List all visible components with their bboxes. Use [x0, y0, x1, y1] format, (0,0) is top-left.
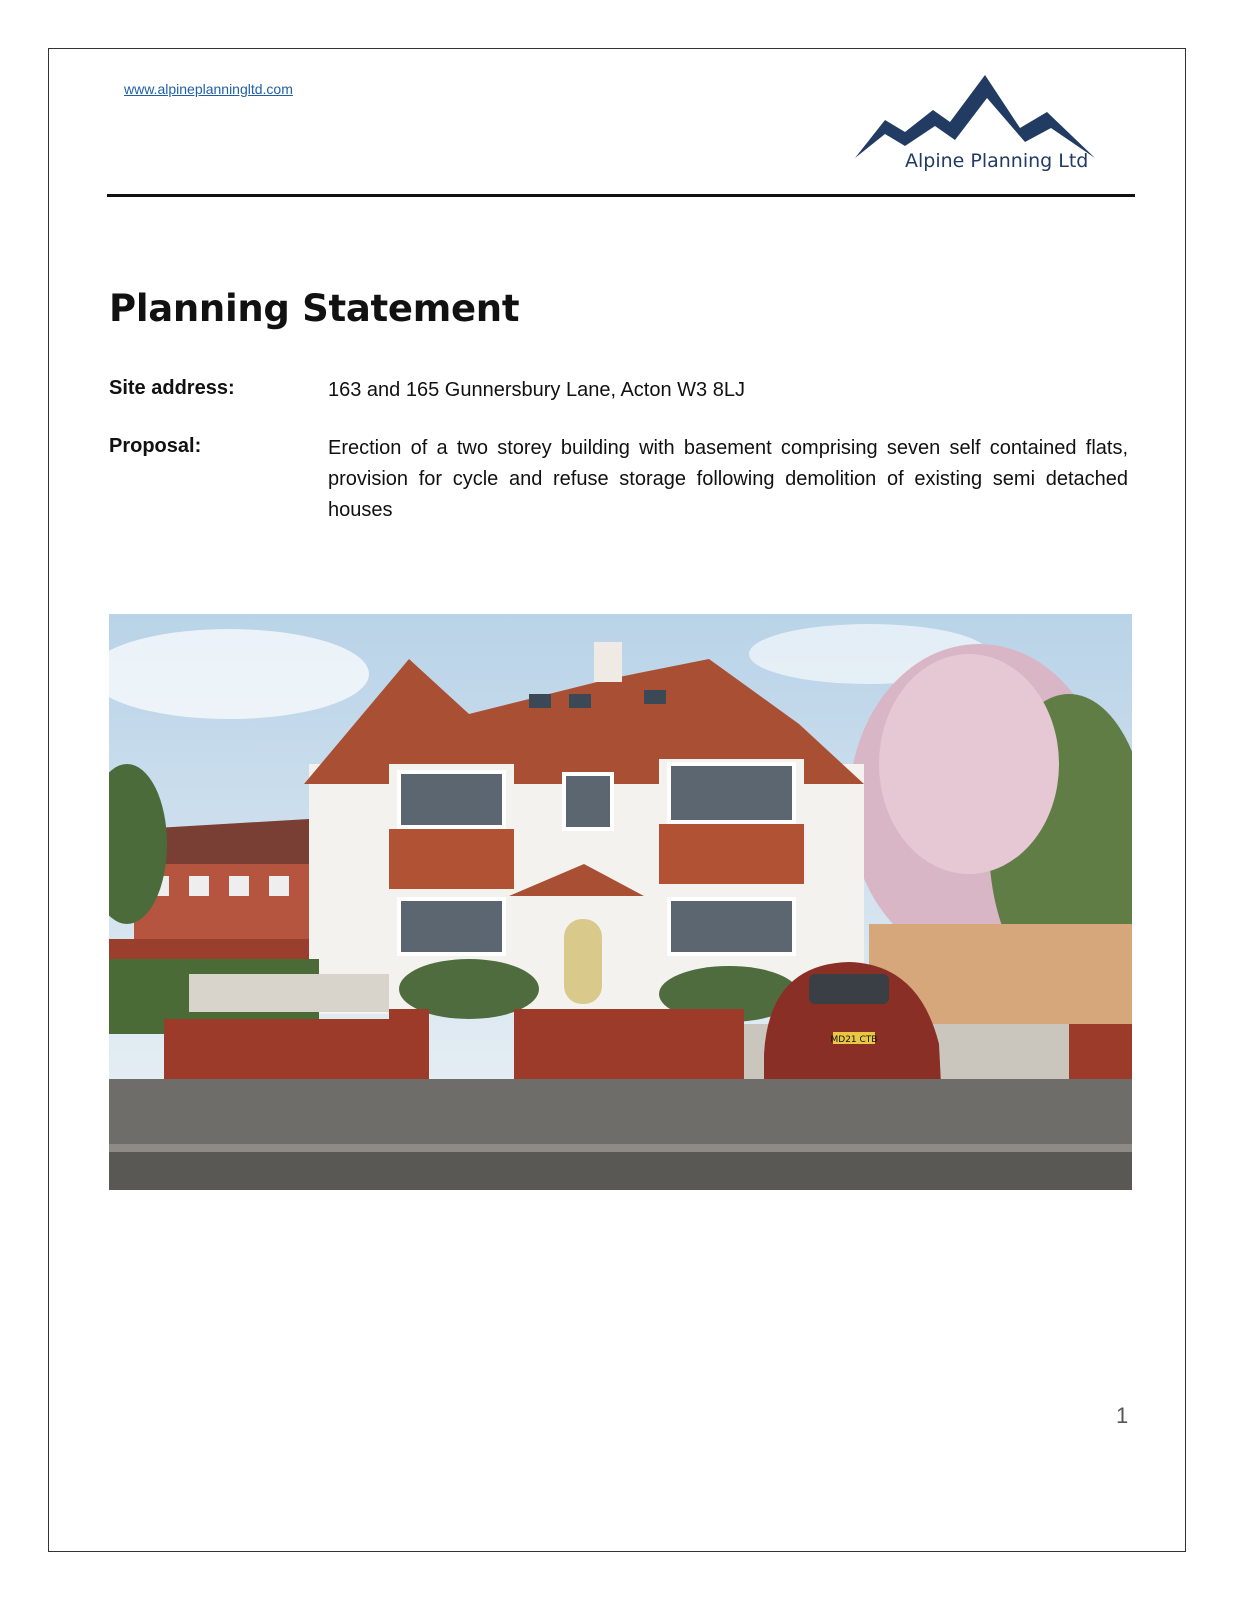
- logo-text: Alpine Planning Ltd: [905, 150, 1089, 172]
- page-number: 1: [1116, 1403, 1129, 1428]
- svg-text:MD21 CTB: MD21 CTB: [830, 1035, 878, 1045]
- building-render-image: [109, 614, 1132, 1190]
- company-logo: [855, 70, 1135, 182]
- header-divider: [107, 194, 1135, 197]
- document-title: Planning Statement: [109, 287, 520, 330]
- proposal-label: Proposal:: [109, 435, 202, 457]
- site-address-label: Site address:: [109, 377, 235, 399]
- site-address-value: 163 and 165 Gunnersbury Lane, Acton W3 8LJ: [328, 379, 745, 401]
- website-link[interactable]: www.alpineplanningltd.com: [124, 81, 293, 97]
- proposal-value: Erection of a two storey building with basement comprising seven self contained flats, provision for cycle and refuse storage following demolition of existing semi detached houses: [328, 437, 1128, 521]
